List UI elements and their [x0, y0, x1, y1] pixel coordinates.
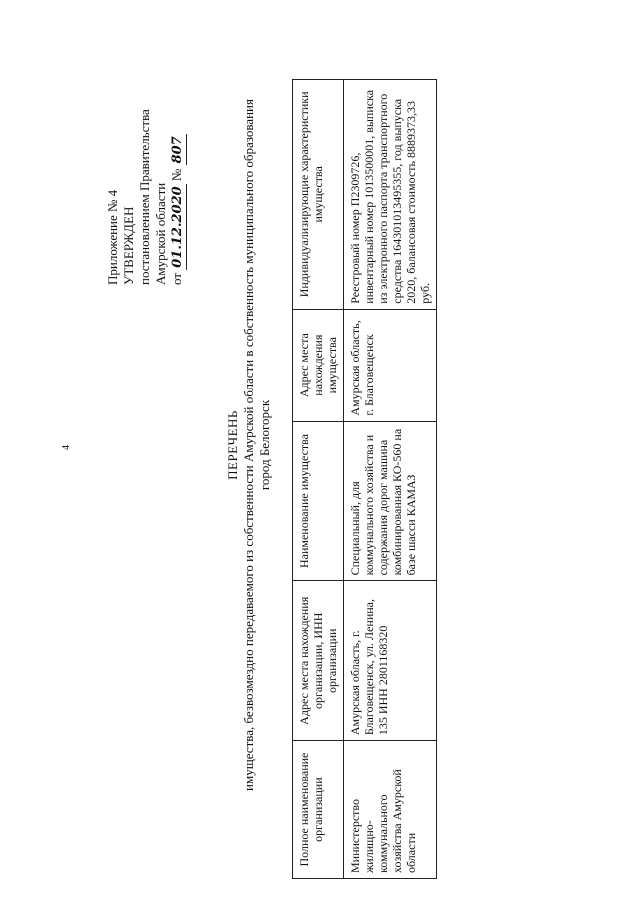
- title-line-1: имущества, безвозмездно передаваемого из собственности Амурской области в собственность муниципального образования: [241, 99, 256, 791]
- header-property-address: Адрес места нахождения имущества: [293, 309, 344, 421]
- approval-date-line: [169, 85, 187, 285]
- header-organization-name: Полное наименование организации: [293, 741, 344, 879]
- approval-issuer-2: Амурской области: [153, 182, 168, 285]
- cell-organization-address: Амурская область, г. Благовещенск, ул. Ленина, 135 ИНН 2801168320: [344, 581, 437, 741]
- cell-property-name: Специальный, для коммунального хозяйства и содержания дорог машина комбинированная КО-560 на базе шасси КАМАЗ: [344, 421, 437, 581]
- title-line-2: город Белогорск: [257, 399, 272, 491]
- approval-issuer-1: постановлением Правительства: [137, 109, 152, 285]
- property-table: [292, 79, 437, 879]
- header-property-characteristics: Индивидуализирующие характеристики имущества: [293, 80, 344, 310]
- handwritten-date: 01.12.2020: [170, 186, 185, 268]
- approval-block: [105, 85, 187, 285]
- handwritten-number: 807: [170, 136, 185, 164]
- title-heading: ПЕРЕЧЕНЬ: [225, 410, 240, 480]
- approval-appendix: Приложение № 4: [105, 189, 120, 285]
- table-row: [344, 80, 437, 879]
- number-sign: №: [169, 168, 184, 182]
- cell-property-characteristics: Реестровый номер П2309726, инвентарный номер 1013500001, выписка из электронного паспорта транспортного средства 164301013495355, год выпуска 2020, балансовая стоимость 8889373,33 руб.: [344, 80, 437, 310]
- header-property-name: Наименование имущества: [293, 421, 344, 581]
- cell-property-address: Амурская область, г. Благовещенск: [344, 309, 437, 421]
- approval-status: УТВЕРЖДЕН: [121, 206, 136, 285]
- header-organization-address: Адрес места нахождения организации, ИНН организации: [293, 581, 344, 741]
- document-title: [225, 25, 273, 865]
- cell-organization-name: Министерство жилищно-коммунального хозяйства Амурской области: [344, 741, 437, 879]
- table-header-row: [293, 80, 344, 879]
- date-prefix: от: [169, 272, 184, 285]
- page-number: 4: [61, 445, 72, 450]
